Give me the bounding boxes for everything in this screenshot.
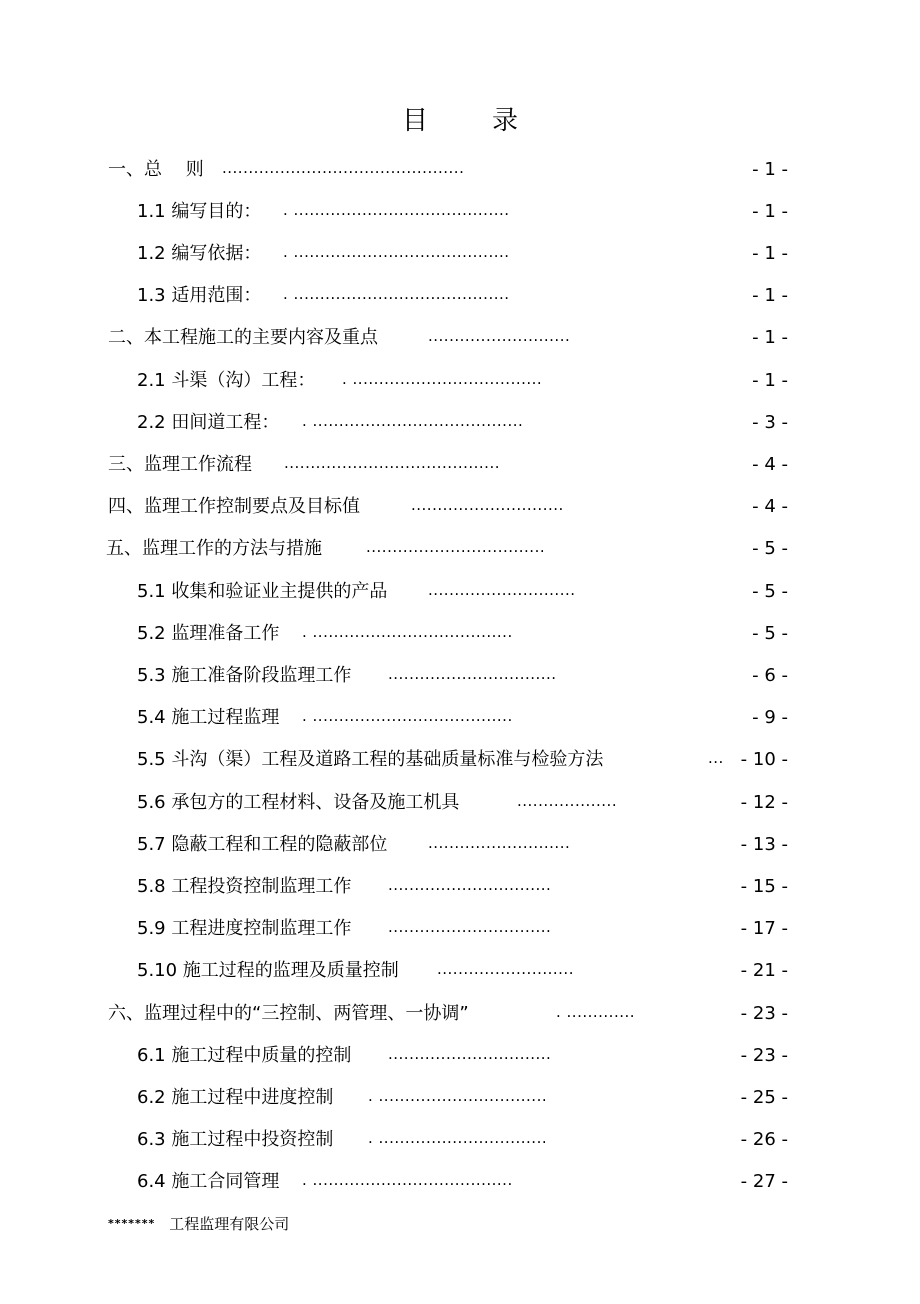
toc-entry-leader-dots: ...................: [517, 792, 618, 810]
toc-entry-leader-dots: ..................................: [366, 538, 546, 556]
toc-entry-page-number: - 1 -: [752, 243, 788, 264]
toc-entry-page-number: - 5 -: [752, 623, 788, 644]
toc-entry-page-number: - 1 -: [752, 370, 788, 391]
toc-entry-label: 四、监理工作控制要点及目标值: [108, 496, 360, 517]
toc-entry-leader-dots: .........................................: [284, 454, 500, 472]
toc-entry-label: 一、总 则: [108, 159, 204, 180]
title-char-2: 录: [492, 106, 519, 136]
toc-entry-label: 6.1 施工过程中质量的控制: [137, 1045, 352, 1066]
page-title: [0, 100, 920, 137]
toc-entry-label: 2.2 田间道工程：: [137, 412, 280, 433]
toc-entry[interactable]: [0, 534, 788, 564]
toc-entry-page-number: - 23 -: [740, 1003, 788, 1024]
toc-entry[interactable]: [0, 914, 788, 944]
toc-entry-page-number: - 10 -: [740, 749, 788, 770]
toc-entry-label: 5.9 工程进度控制监理工作: [137, 918, 352, 939]
toc-entry-page-number: - 15 -: [740, 876, 788, 897]
toc-entry-label: 5.1 收集和验证业主提供的产品: [137, 581, 388, 602]
toc-entry[interactable]: [0, 1041, 788, 1071]
toc-entry-page-number: - 5 -: [752, 581, 788, 602]
toc-entry-page-number: - 17 -: [740, 918, 788, 939]
toc-entry-label: 5.2 监理准备工作: [137, 623, 280, 644]
toc-entry-page-number: - 26 -: [740, 1129, 788, 1150]
toc-entry[interactable]: [0, 1125, 788, 1155]
toc-entry-label: 三、监理工作流程: [108, 454, 252, 475]
toc-entry[interactable]: [0, 281, 788, 311]
toc-entry[interactable]: [0, 197, 788, 227]
toc-entry-page-number: - 1 -: [752, 327, 788, 348]
footer-stars: *******: [108, 1217, 156, 1230]
toc-entry-leader-dots: ...........................: [428, 327, 571, 345]
toc-entry-leader-dots: .............................: [411, 496, 564, 514]
page-footer: [108, 1213, 289, 1234]
toc-entry[interactable]: [0, 788, 788, 818]
toc-entry-page-number: - 1 -: [752, 285, 788, 306]
toc-entry-label: 5.5 斗沟（渠）工程及道路工程的基础质量标准与检验方法: [137, 749, 604, 770]
toc-entry-leader-dots: . ......................................: [302, 623, 513, 641]
toc-entry-page-number: - 9 -: [752, 707, 788, 728]
toc-entry-label: 五、监理工作的方法与措施: [106, 538, 322, 559]
footer-company: 工程监理有限公司: [169, 1215, 290, 1233]
toc-entry-label: 1.2 编写依据：: [137, 243, 262, 264]
toc-entry[interactable]: [0, 492, 788, 522]
toc-entry-label: 六、监理过程中的“三控制、两管理、一协调”: [108, 1003, 469, 1024]
toc-entry-page-number: - 4 -: [752, 454, 788, 475]
toc-entry-label: 1.1 编写目的：: [137, 201, 262, 222]
toc-entry[interactable]: [0, 956, 788, 986]
toc-entry-label: 6.4 施工合同管理: [137, 1171, 280, 1192]
toc-entry-leader-dots: ..........................: [437, 960, 574, 978]
toc-entry-leader-dots: . .........................................: [283, 201, 510, 219]
toc-entry[interactable]: [0, 830, 788, 860]
toc-entry-leader-dots: . .........................................: [283, 243, 510, 261]
toc-entry-page-number: - 4 -: [752, 496, 788, 517]
toc-entry-leader-dots: ...............................: [388, 876, 552, 894]
toc-entry[interactable]: [0, 239, 788, 269]
toc-entry[interactable]: [0, 619, 788, 649]
toc-entry[interactable]: [0, 1167, 788, 1197]
toc-entry-leader-dots: . .........................................: [283, 285, 510, 303]
toc-entry-page-number: - 23 -: [740, 1045, 788, 1066]
toc-entry-page-number: - 5 -: [752, 538, 788, 559]
toc-entry-label: 5.7 隐蔽工程和工程的隐蔽部位: [137, 834, 388, 855]
toc-entry-label: 6.2 施工过程中进度控制: [137, 1087, 334, 1108]
toc-entry-label: 二、本工程施工的主要内容及重点: [108, 327, 378, 348]
toc-entry-page-number: - 27 -: [740, 1171, 788, 1192]
toc-entry-page-number: - 13 -: [740, 834, 788, 855]
toc-entry-label: 5.4 施工过程监理: [137, 707, 280, 728]
toc-entry-label: 5.8 工程投资控制监理工作: [137, 876, 352, 897]
toc-entry-label: 2.1 斗渠（沟）工程：: [137, 370, 316, 391]
toc-entry-page-number: - 3 -: [752, 412, 788, 433]
toc-entry-leader-dots: . ......................................: [302, 1171, 513, 1189]
toc-entry-page-number: - 25 -: [740, 1087, 788, 1108]
toc-entry-page-number: - 21 -: [740, 960, 788, 981]
toc-entry-leader-dots: . .............: [556, 1003, 636, 1021]
toc-entry-page-number: - 6 -: [752, 665, 788, 686]
toc-entry-label: 5.10 施工过程的监理及质量控制: [137, 960, 399, 981]
toc-entry[interactable]: [0, 408, 788, 438]
toc-entry-leader-dots: ................................: [388, 665, 557, 683]
toc-entry-leader-dots: ..............................................: [222, 159, 465, 177]
toc-entry[interactable]: [0, 872, 788, 902]
toc-entry-leader-dots: . ......................................: [302, 707, 513, 725]
toc-entry-leader-dots: ...: [708, 749, 724, 767]
title-char-1: 目: [401, 106, 428, 136]
toc-entry-leader-dots: . ....................................: [342, 370, 543, 388]
toc-entry-page-number: - 1 -: [752, 201, 788, 222]
toc-entry-label: 5.6 承包方的工程材料、设备及施工机具: [137, 792, 460, 813]
toc-entry-leader-dots: ...............................: [388, 918, 552, 936]
toc-entry[interactable]: [0, 155, 788, 185]
toc-entry[interactable]: [0, 1083, 788, 1113]
toc-entry[interactable]: [0, 661, 788, 691]
toc-entry-label: 6.3 施工过程中投资控制: [137, 1129, 334, 1150]
toc-entry-page-number: - 1 -: [752, 159, 788, 180]
toc-entry-leader-dots: ...............................: [388, 1045, 552, 1063]
toc-entry-leader-dots: . ................................: [368, 1129, 548, 1147]
toc-entry[interactable]: [0, 366, 788, 396]
toc-entry-page-number: - 12 -: [740, 792, 788, 813]
toc-entry[interactable]: [0, 323, 788, 353]
toc-entry-leader-dots: . ........................................: [302, 412, 524, 430]
toc-entry[interactable]: [0, 703, 788, 733]
toc-entry-leader-dots: ...........................: [428, 834, 571, 852]
toc-entry[interactable]: [0, 450, 788, 480]
toc-entry[interactable]: [0, 745, 788, 775]
toc-entry-label: 5.3 施工准备阶段监理工作: [137, 665, 352, 686]
toc-entry-leader-dots: ............................: [428, 581, 576, 599]
toc-entry[interactable]: [0, 999, 788, 1029]
toc-entry-leader-dots: . ................................: [368, 1087, 548, 1105]
toc-entry-label: 1.3 适用范围：: [137, 285, 262, 306]
toc-entry[interactable]: [0, 577, 788, 607]
